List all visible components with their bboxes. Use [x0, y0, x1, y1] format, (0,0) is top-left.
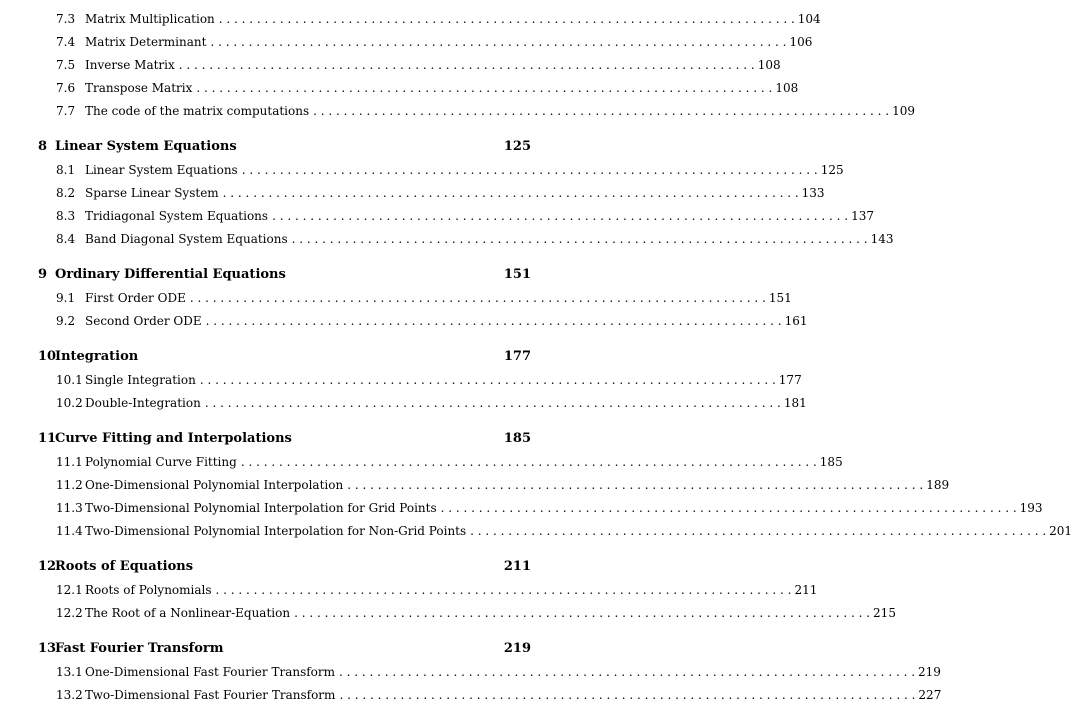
section-title: Inverse Matrix	[85, 58, 175, 72]
chapter-title: Ordinary Differential Equations	[55, 267, 286, 282]
page-number: 211	[794, 583, 818, 597]
section-title: Sparse Linear System	[85, 186, 219, 200]
toc-section-row[interactable]	[38, 579, 818, 602]
toc-section-row[interactable]	[38, 684, 942, 707]
table-of-contents	[38, 8, 1072, 707]
toc-chapter-row[interactable]	[38, 345, 531, 369]
section-number: 13.1	[56, 665, 83, 679]
page-number: 211	[503, 559, 531, 574]
toc-section-row[interactable]	[38, 182, 825, 205]
section-title: Two-Dimensional Polynomial Interpolation for Grid Points	[85, 501, 437, 515]
dot-leader: . . . . . . . . . . . . . . . . . . . . . . . . . . . . . . . . . . . . . . . . . . . . . . . . . . . . . . . . . . . . . . . . . . . . . . . . . . . .	[347, 478, 924, 492]
section-title: Roots of Polynomials	[85, 583, 212, 597]
toc-section-row[interactable]	[38, 497, 1043, 520]
section-title: One-Dimensional Fast Fourier Transform	[85, 665, 336, 679]
dot-leader: . . . . . . . . . . . . . . . . . . . . . . . . . . . . . . . . . . . . . . . . . . . . . . . . . . . . . . . . . . . . . . . . . . . . . . . . . . . .	[339, 665, 916, 679]
chapter-title: Linear System Equations	[55, 139, 237, 154]
chapter-title: Integration	[55, 349, 139, 364]
section-number: 8.3	[56, 209, 76, 223]
page-number: 109	[892, 104, 916, 118]
page-number: 133	[801, 186, 825, 200]
page-number: 108	[757, 58, 781, 72]
section-title: Transpose Matrix	[85, 81, 193, 95]
toc-section-row[interactable]	[38, 54, 781, 77]
dot-leader: . . . . . . . . . . . . . . . . . . . . . . . . . . . . . . . . . . . . . . . . . . . . . . . . . . . . . . . . . . . . . . . . . . . . . . . . . . . .	[313, 104, 890, 118]
section-title: First Order ODE	[85, 291, 186, 305]
dot-leader: . . . . . . . . . . . . . . . . . . . . . . . . . . . . . . . . . . . . . . . . . . . . . . . . . . . . . . . . . . . . . . . . . . . . . . . . . . . .	[218, 12, 795, 26]
section-title: Matrix Multiplication	[85, 12, 215, 26]
toc-chapter-row[interactable]	[38, 555, 531, 579]
page-number: 219	[918, 665, 941, 679]
dot-leader: . . . . . . . . . . . . . . . . . . . . . . . . . . . . . . . . . . . . . . . . . . . . . . . . . . . . . . . . . . . . . . . . . . . . . . . . . . . .	[294, 606, 871, 620]
dot-leader: . . . . . . . . . . . . . . . . . . . . . . . . . . . . . . . . . . . . . . . . . . . . . . . . . . . . . . . . . . . . . . . . . . . . . . . . . . . .	[241, 163, 818, 177]
page-number: 151	[503, 267, 531, 282]
dot-leader: . . . . . . . . . . . . . . . . . . . . . . . . . . . . . . . . . . . . . . . . . . . . . . . . . . . . . . . . . . . . . . . . . . . . . . . . . . . .	[199, 373, 776, 387]
toc-section-row[interactable]	[38, 228, 894, 251]
page-number: 181	[783, 396, 807, 410]
chapter-spacer	[38, 625, 531, 637]
section-number: 11.1	[56, 455, 83, 469]
dot-leader: . . . . . . . . . . . . . . . . . . . . . . . . . . . . . . . . . . . . . . . . . . . . . . . . . . . . . . . . . . . . . . . . . . . . . . . . . . . .	[222, 186, 799, 200]
section-title: One-Dimensional Polynomial Interpolation	[85, 478, 344, 492]
toc-section-row[interactable]	[38, 205, 874, 228]
section-title: Linear System Equations	[85, 163, 238, 177]
dot-leader: . . . . . . . . . . . . . . . . . . . . . . . . . . . . . . . . . . . . . . . . . . . . . . . . . . . . . . . . . . . . . . . . . . . . . . . . . . . .	[240, 455, 817, 469]
toc-section-row[interactable]	[38, 77, 799, 100]
section-number: 10.2	[56, 396, 83, 410]
dot-leader: . . . . . . . . . . . . . . . . . . . . . . . . . . . . . . . . . . . . . . . . . . . . . . . . . . . . . . . . . . . . . . . . . . . . . . . . . . . .	[204, 396, 781, 410]
section-number: 13.2	[56, 688, 83, 702]
section-number: 8.1	[56, 163, 76, 177]
page-number: 219	[503, 641, 531, 656]
page-number: 189	[926, 478, 950, 492]
dot-leader: . . . . . . . . . . . . . . . . . . . . . . . . . . . . . . . . . . . . . . . . . . . . . . . . . . . . . . . . . . . . . . . . . . . . . . . . . . . .	[215, 583, 792, 597]
toc-section-row[interactable]	[38, 369, 802, 392]
section-title: Two-Dimensional Fast Fourier Transform	[85, 688, 336, 702]
section-number: 11.4	[56, 524, 83, 538]
page-number: 193	[1019, 501, 1043, 515]
toc-section-row[interactable]	[38, 451, 843, 474]
toc-chapter-row[interactable]	[38, 263, 531, 287]
section-title: Tridiagonal System Equations	[85, 209, 269, 223]
section-number: 7.6	[56, 81, 76, 95]
section-title: Matrix Determinant	[85, 35, 207, 49]
page-number: 215	[873, 606, 896, 620]
section-number: 7.7	[56, 104, 76, 118]
page-number: 125	[503, 139, 531, 154]
dot-leader: . . . . . . . . . . . . . . . . . . . . . . . . . . . . . . . . . . . . . . . . . . . . . . . . . . . . . . . . . . . . . . . . . . . . . . . . . . . .	[189, 291, 766, 305]
toc-section-row[interactable]	[38, 392, 807, 415]
page-number: 161	[784, 314, 808, 328]
section-number: 11.2	[56, 478, 83, 492]
toc-chapter-row[interactable]	[38, 427, 531, 451]
dot-leader: . . . . . . . . . . . . . . . . . . . . . . . . . . . . . . . . . . . . . . . . . . . . . . . . . . . . . . . . . . . . . . . . . . . . . . . . . . . .	[440, 501, 1017, 515]
chapter-spacer	[38, 251, 531, 263]
toc-section-row[interactable]	[38, 287, 792, 310]
toc-section-row[interactable]	[38, 661, 941, 684]
page-number: 177	[778, 373, 802, 387]
chapter-title: Roots of Equations	[55, 559, 194, 574]
section-number: 9.1	[56, 291, 76, 305]
dot-leader: . . . . . . . . . . . . . . . . . . . . . . . . . . . . . . . . . . . . . . . . . . . . . . . . . . . . . . . . . . . . . . . . . . . . . . . . . . . .	[291, 232, 868, 246]
chapter-spacer	[38, 123, 531, 135]
section-number: 9.2	[56, 314, 76, 328]
toc-section-row[interactable]	[38, 31, 813, 54]
section-number: 11.3	[56, 501, 83, 515]
chapter-title: Fast Fourier Transform	[55, 641, 224, 656]
toc-section-row[interactable]	[38, 602, 896, 625]
section-number: 10.1	[56, 373, 83, 387]
section-title: Double-Integration	[85, 396, 201, 410]
page-number: 177	[503, 349, 531, 364]
chapter-title: Curve Fitting and Interpolations	[55, 431, 292, 446]
dot-leader: . . . . . . . . . . . . . . . . . . . . . . . . . . . . . . . . . . . . . . . . . . . . . . . . . . . . . . . . . . . . . . . . . . . . . . . . . . . .	[210, 35, 787, 49]
chapter-spacer	[38, 415, 531, 427]
page-number: 185	[819, 455, 843, 469]
chapter-number: 9	[38, 267, 48, 282]
toc-chapter-row[interactable]	[38, 135, 531, 159]
page-number: 201	[1049, 524, 1072, 538]
toc-section-row[interactable]	[38, 159, 844, 182]
section-title: Second Order ODE	[85, 314, 202, 328]
page-number: 104	[797, 12, 821, 26]
section-number: 12.1	[56, 583, 83, 597]
page-number: 137	[851, 209, 874, 223]
dot-leader: . . . . . . . . . . . . . . . . . . . . . . . . . . . . . . . . . . . . . . . . . . . . . . . . . . . . . . . . . . . . . . . . . . . . . . . . . . . .	[470, 524, 1047, 538]
chapter-spacer	[38, 543, 531, 555]
section-title: The Root of a Nonlinear-Equation	[85, 606, 291, 620]
page-number: 151	[768, 291, 792, 305]
section-number: 8.4	[56, 232, 76, 246]
section-title: Single Integration	[85, 373, 196, 387]
chapter-spacer	[38, 333, 531, 345]
section-title: Polynomial Curve Fitting	[85, 455, 237, 469]
toc-section-row[interactable]	[38, 310, 808, 333]
toc-section-row[interactable]	[38, 100, 916, 123]
page-number: 185	[503, 431, 531, 446]
chapter-number: 8	[38, 139, 48, 154]
page-number: 143	[870, 232, 894, 246]
section-number: 7.3	[56, 12, 76, 26]
section-number: 7.5	[56, 58, 76, 72]
toc-chapter-row[interactable]	[38, 637, 531, 661]
chapter-number: 13	[38, 641, 57, 656]
page-number: 108	[775, 81, 799, 95]
chapter-number: 11	[38, 431, 57, 446]
section-number: 8.2	[56, 186, 76, 200]
section-title: The code of the matrix computations	[85, 104, 310, 118]
dot-leader: . . . . . . . . . . . . . . . . . . . . . . . . . . . . . . . . . . . . . . . . . . . . . . . . . . . . . . . . . . . . . . . . . . . . . . . . . . . .	[339, 688, 916, 702]
page-number: 106	[789, 35, 813, 49]
section-title: Band Diagonal System Equations	[85, 232, 288, 246]
dot-leader: . . . . . . . . . . . . . . . . . . . . . . . . . . . . . . . . . . . . . . . . . . . . . . . . . . . . . . . . . . . . . . . . . . . . . . . . . . . .	[272, 209, 849, 223]
dot-leader: . . . . . . . . . . . . . . . . . . . . . . . . . . . . . . . . . . . . . . . . . . . . . . . . . . . . . . . . . . . . . . . . . . . . . . . . . . . .	[205, 314, 782, 328]
page-number: 125	[820, 163, 844, 177]
section-number: 12.2	[56, 606, 83, 620]
page-number: 227	[918, 688, 942, 702]
dot-leader: . . . . . . . . . . . . . . . . . . . . . . . . . . . . . . . . . . . . . . . . . . . . . . . . . . . . . . . . . . . . . . . . . . . . . . . . . . . .	[196, 81, 773, 95]
toc-section-row[interactable]	[38, 8, 821, 31]
toc-section-row[interactable]	[38, 474, 950, 497]
chapter-number: 10	[38, 349, 57, 364]
chapter-number: 12	[38, 559, 57, 574]
section-title: Two-Dimensional Polynomial Interpolation for Non-Grid Points	[85, 524, 467, 538]
dot-leader: . . . . . . . . . . . . . . . . . . . . . . . . . . . . . . . . . . . . . . . . . . . . . . . . . . . . . . . . . . . . . . . . . . . . . . . . . . . .	[178, 58, 755, 72]
toc-section-row[interactable]	[38, 520, 1072, 543]
section-number: 7.4	[56, 35, 76, 49]
